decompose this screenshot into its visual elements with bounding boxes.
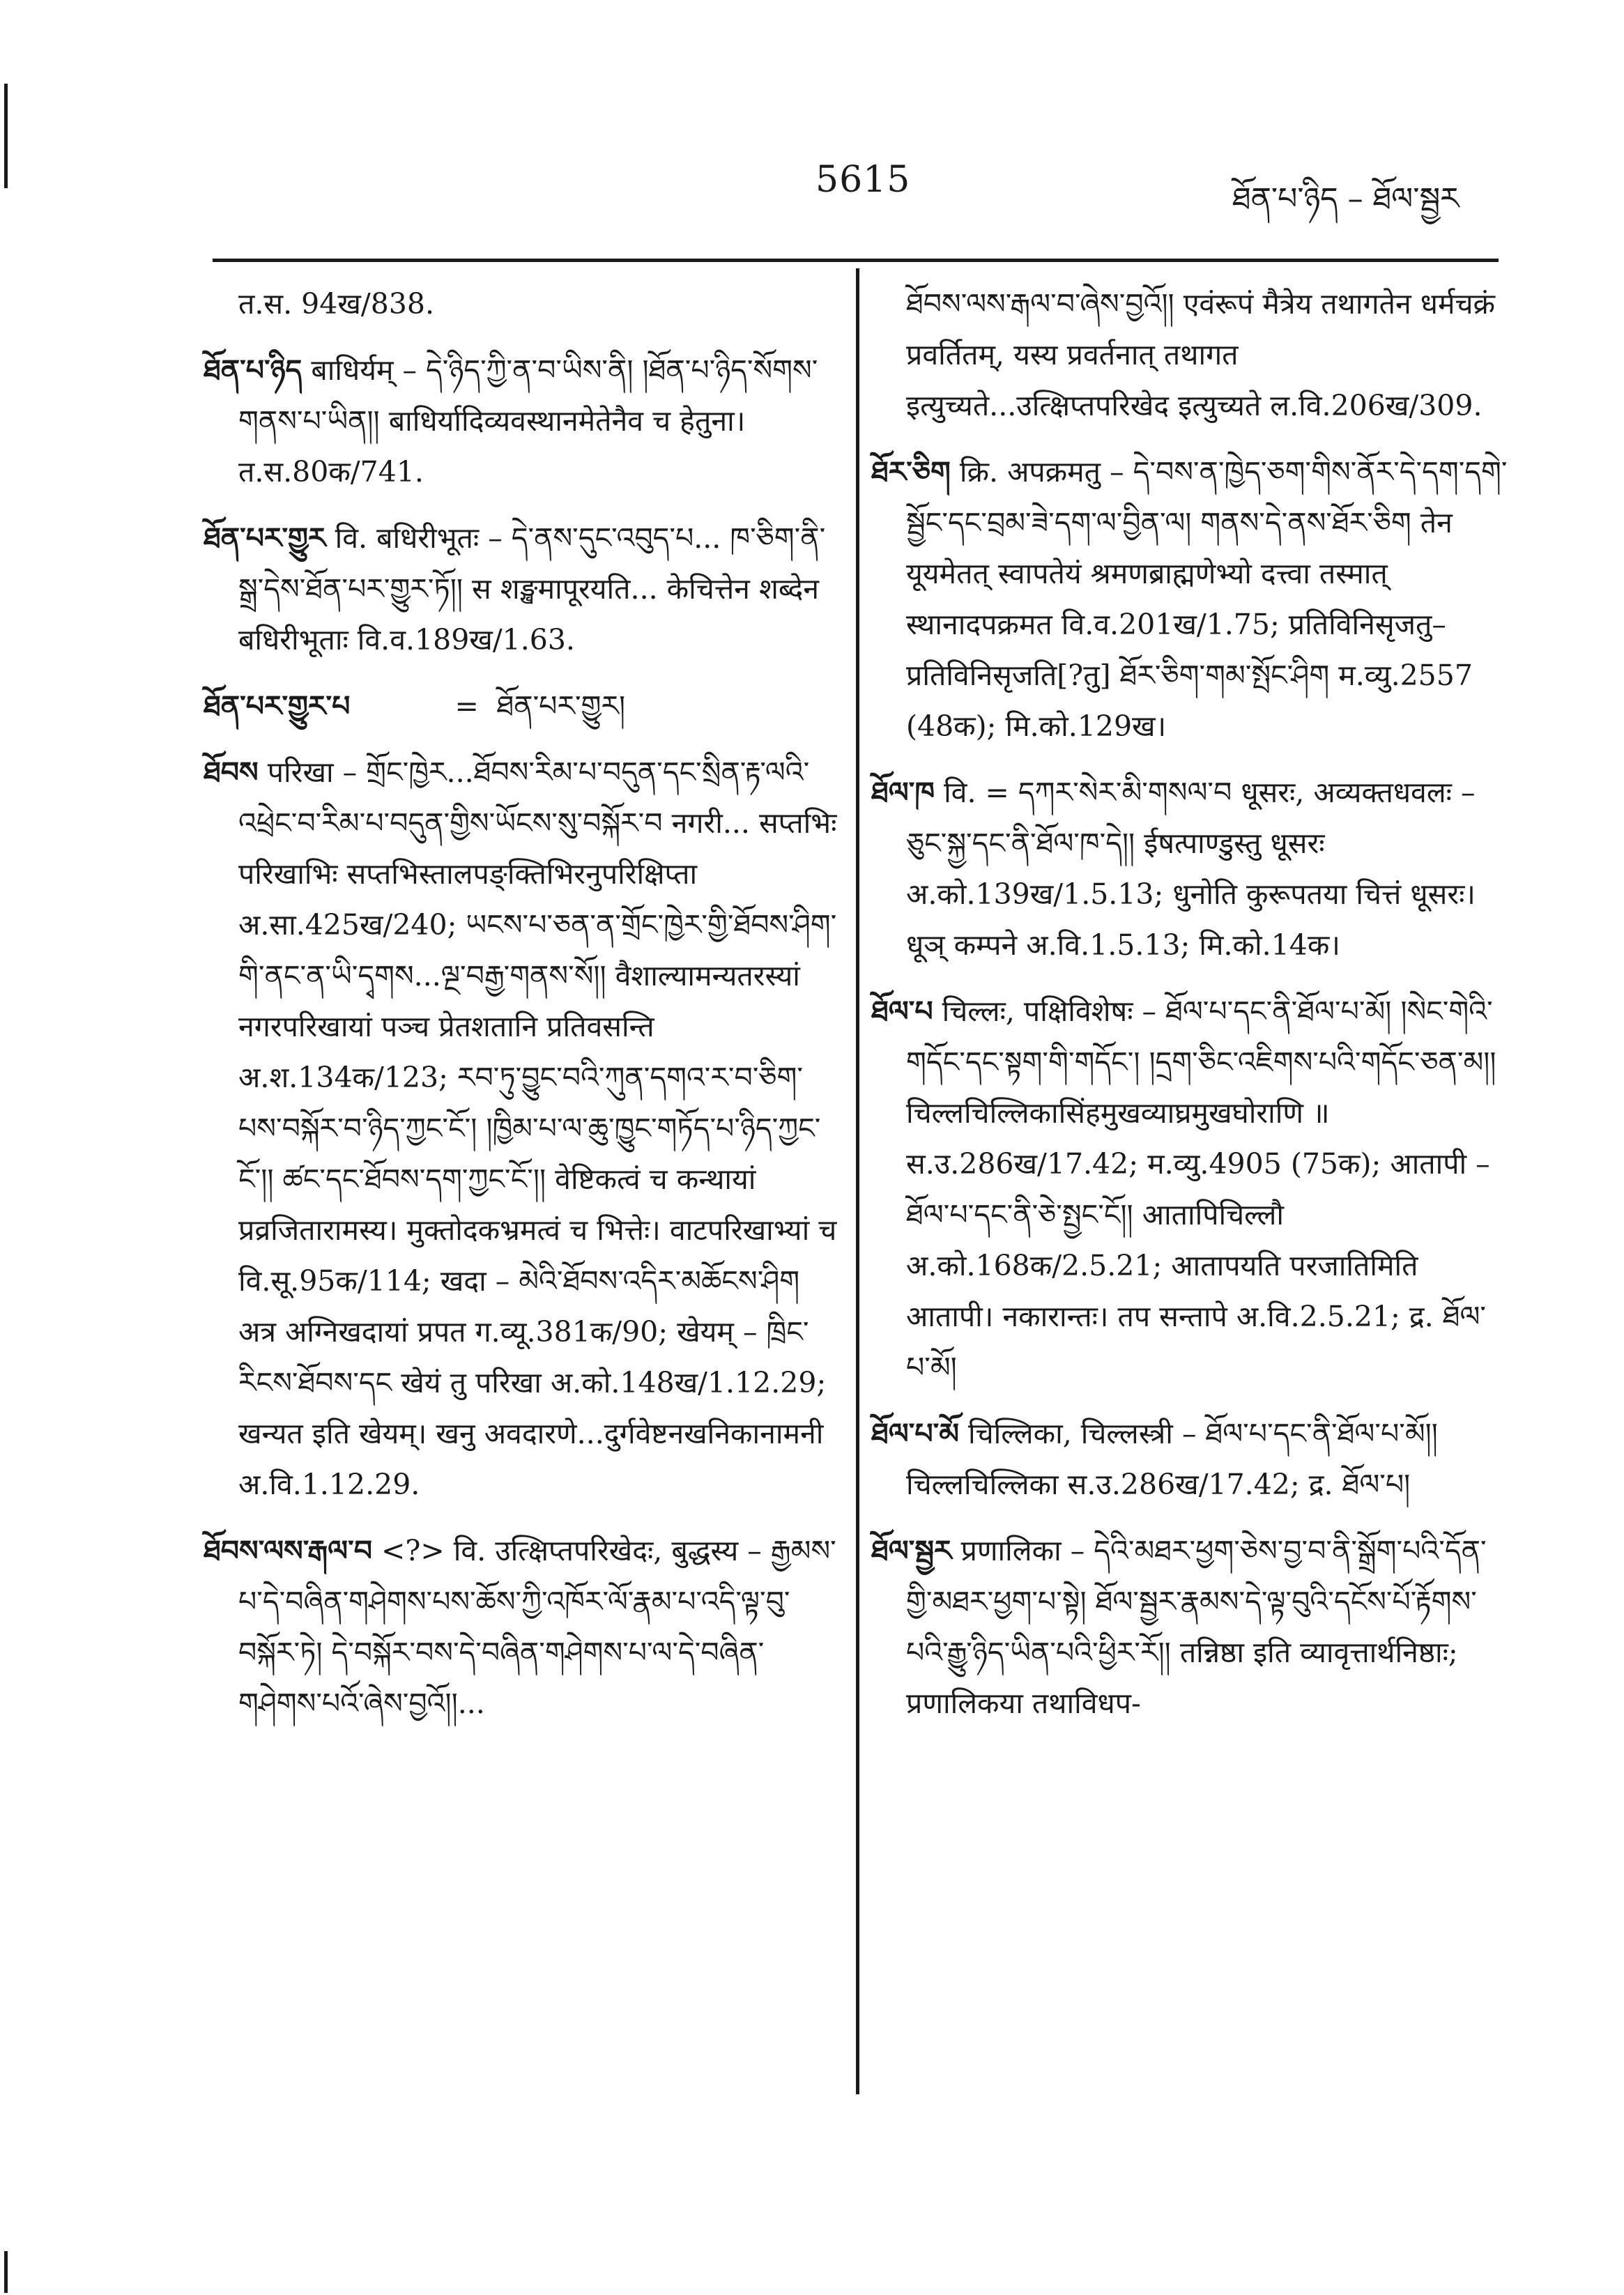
header-rule	[213, 259, 1499, 262]
entry-text: चिल्लिका, चिल्लस्त्री – ཐོལ་པ་དང་ནི་ཐོལ་པ་མོ།། चिल्लचिल्लिका स.उ.286ख/17.42; द्र. ཐོལ་པ།	[906, 1417, 1438, 1501]
dictionary-entry	[871, 986, 1509, 1393]
margin-mark	[4, 84, 8, 188]
dictionary-entry	[871, 767, 1509, 971]
entry-text: प्रणालिका – དེའི་མཐར་ཕྱག་ཅེས་བྱ་བ་ནི་སྒྲོག་པའི་དོན་གྱི་མཐར་ཕྱག་པ་སྟེ། ཐོལ་སྦྱར་རྣམས་དེ་ལྟ་བུའི་དངོས་པོ་རྟོགས་པའི་རྒྱུ་ཉིད་ཡིན་པའི་ཕྱིར་རོ།། तन्निष्ठा इति व्यावृत्तार्थनिष्ठाः; प्रणालिकया तथाविधप-	[906, 1534, 1487, 1720]
entry-text: ཐོབས་ལས་རྒལ་བ་ཞེས་བྱའོ།། एवंरूपं मैत्रेय तथागतेन धर्मचक्रं प्रवर्तितम्, यस्य प्रवर्तनात् तथागत इत्युच्यते...उत्क्षिप्तपरिखेद इत्युच्यते ल.वि.206ख/309.	[906, 287, 1495, 422]
entry-headword: ཐོར་ཅིག	[871, 455, 951, 489]
entry-text: परिखा – གྲོང་ཁྱེར...ཐོབས་རིམ་པ་བདུན་དང་སྲིན་རྟ་ལའི་འཕྲེང་བ་རིམ་པ་བདུན་གྱིས་ཡོངས་སུ་བསྐོར་བ नगरी... सप्तभिः परिखाभिः सप्तभिस्तालपङ्क्तिभिरनुपरिक्षिप्ता अ.सा.425ख/240; ཡངས་པ་ཅན་ན་གྲོང་ཁྱེར་གྱི་ཐོབས་ཤིག་གི་ནང་ན་ཡི་དྭགས...ལྔ་བརྒྱ་གནས་སོ།། वैशाल्यामन्यतरस्यां नगरपरिखायां पञ्च प्रेतशतानि प्रतिवसन्ति अ.श.134क/123; རབ་ཏུ་བྱུང་བའི་ཀུན་དགའ་ར་བ་ཅིག་པས་བསྐོར་བ་ཉིད་ཀྱང་ངོ་། །ཁྱིམ་པ་ལ་ཆུ་ཁྱུང་གཏོད་པ་ཉིད་ཀྱང་ངོ་།། ཚང་དང་ཐོབས་དག་ཀྱང་ངོ་།། वेष्टिकत्वं च कन्थायां प्रव्रजितारामस्य। मुक्तोदकभ्रमत्वं च भित्तेः। वाटपरिखाभ्यां च वि.सू.95क/114; खदा – མེའི་ཐོབས་འདིར་མཆོངས་ཤིག अत्र अग्निखदायां प्रपत ग.व्यू.381क/90; खेयम् – ཁྲིང་རིངས་ཐོབས་དང खेयं तु परिखा अ.को.148ख/1.12.29; खन्यत इति खेयम्। खनु अवदारणे...दुर्गवेष्टनखनिकानामनी अ.वि.1.12.29.	[238, 755, 837, 1501]
entry-text: क्रि. अपक्रमतु – དེ་བས་ན་ཁྱེད་ཅག་གིས་ནོར་དེ་དག་དགེ་སྦྱོང་དང་བྲམ་ཟེ་དག་ལ་བྱིན་ལ། གནས་དེ་ནས་ཐོར་ཅིག तेन यूयमेतत् स्वापतेयं श्रमणब्राह्मणेभ्यो दत्त्वा तस्मात् स्थानादपक्रमत वि.व.201ख/1.75; प्रतिविनिसृजतु–प्रतिविनिसृजति[?तु] ཐོར་ཅིག་གམ་སྤོང་ཤིག म.व्यु.2557 (48क); मि.को.129ख।	[906, 455, 1508, 743]
left-column	[204, 279, 838, 1744]
entry-headword: ཐོབས་ལས་རྒལ་བ	[204, 1534, 372, 1567]
running-head: ཐོན་པ་ཉིད – ཐོལ་སྦྱར	[1232, 181, 1460, 217]
dictionary-entry	[204, 513, 838, 666]
entry-headword: ཐོལ་སྦྱར	[871, 1534, 952, 1567]
entry-headword: ཐོལ་པ	[871, 995, 933, 1028]
dictionary-entry	[871, 447, 1509, 752]
dictionary-entry	[204, 345, 838, 498]
entry-headword: ཐོན་པ་ཉིད	[204, 353, 302, 387]
page-number: 5615	[815, 159, 911, 201]
dictionary-entry	[204, 747, 838, 1510]
cross-reference-target: ཐོན་པར་གྱུར།	[496, 689, 626, 723]
entry-headword: ཐོལ་ཁ	[871, 776, 935, 809]
dictionary-entry	[871, 279, 1509, 431]
entry-headword: ཐོན་པར་གྱུར་པ	[204, 689, 351, 723]
margin-mark	[4, 2251, 8, 2293]
dictionary-entry	[871, 1526, 1509, 1729]
entry-text: बाधिर्यम् – དེ་ཉིད་ཀྱི་ན་བ་ཡིས་ནི། །ཐོན་པ་ཉིད་སོགས་གནས་པ་ཡིན།། बाधिर्यादिव्यवस्थानमेतेनैव च हेतुना। त.स.80क/741.	[238, 353, 818, 489]
dictionary-entry	[204, 1526, 838, 1729]
column-divider	[856, 268, 859, 2094]
right-column	[871, 279, 1509, 1744]
entry-headword: ཐོབས	[204, 755, 259, 789]
dictionary-entry	[871, 1409, 1509, 1510]
entry-text: वि. = དཀར་སེར་མི་གསལ་བ धूसरः, अव्यक्तधवलः – ཅུང་སྐྱ་དང་ནི་ཐོལ་ཁ་དེ།། ईषत्पाण्डुस्तु धूसरः अ.को.139ख/1.5.13; धुनोति कुरूपतया चित्तं धूसरः। धूञ् कम्पने अ.वि.1.5.13; मि.को.14क।	[906, 776, 1476, 962]
entry-headword: ཐོལ་པ་མོ	[871, 1417, 959, 1450]
dictionary-entry	[204, 279, 838, 330]
cross-reference-entry: ཐོན་པར་གྱུར་པ = ཐོན་པར་གྱུར།	[204, 681, 838, 732]
entry-text: <?> वि. उत्क्षिप्तपरिखेदः, बुद्धस्य – རྒྱམས་པ་དེ་བཞིན་གཤེགས་པས་ཆོས་ཀྱི་འཁོར་ལོ་རྣམ་པ་འདི་ལྟ་བུ་བསྐོར་ཏེ། དེ་བསྐོར་བས་དེ་བཞིན་གཤེགས་པ་ལ་དེ་བཞིན་གཤེགས་པའོ་ཞེས་བྱའོ།།...	[238, 1534, 836, 1720]
entry-text: त.स. 94ख/838.	[238, 287, 434, 321]
entry-headword: ཐོན་པར་གྱུར	[204, 521, 326, 555]
entry-text: चिल्लः, पक्षिविशेषः – ཐོལ་པ་དང་ནི་ཐོལ་པ་མོ། །སེང་གེའི་གདོང་དང་སྟག་གི་གདོང་། །དྲག་ཅིང་འཇིགས་པའི་གདོང་ཅན་མ།། चिल्लचिल्लिकासिंहमुखव्याघ्रमुखघोराणि ॥ स.उ.286ख/17.42; म.व्यु.4905 (75क); आतापी – ཐོལ་པ་དང་ནི་ཅེ་སྤྱང་ངོ།། आतापिचिल्लौ अ.को.168क/2.5.21; आतापयति परजातिमिति आतापी। नकारान्तः। तप सन्तापे अ.वि.2.5.21; द्र. ཐོལ་པ་མོ།	[906, 995, 1496, 1384]
entry-text: वि. बधिरीभूतः – དེ་ནས་དུང་འབུད་པ... ཁ་ཅིག་ནི་སྒྲ་དེས་ཐོན་པར་གྱུར་ཏོ།། स शङ्खमापूरयति... केचित्तेन शब्देन बधिरीभूताः वि.व.189ख/1.63.	[238, 521, 826, 657]
